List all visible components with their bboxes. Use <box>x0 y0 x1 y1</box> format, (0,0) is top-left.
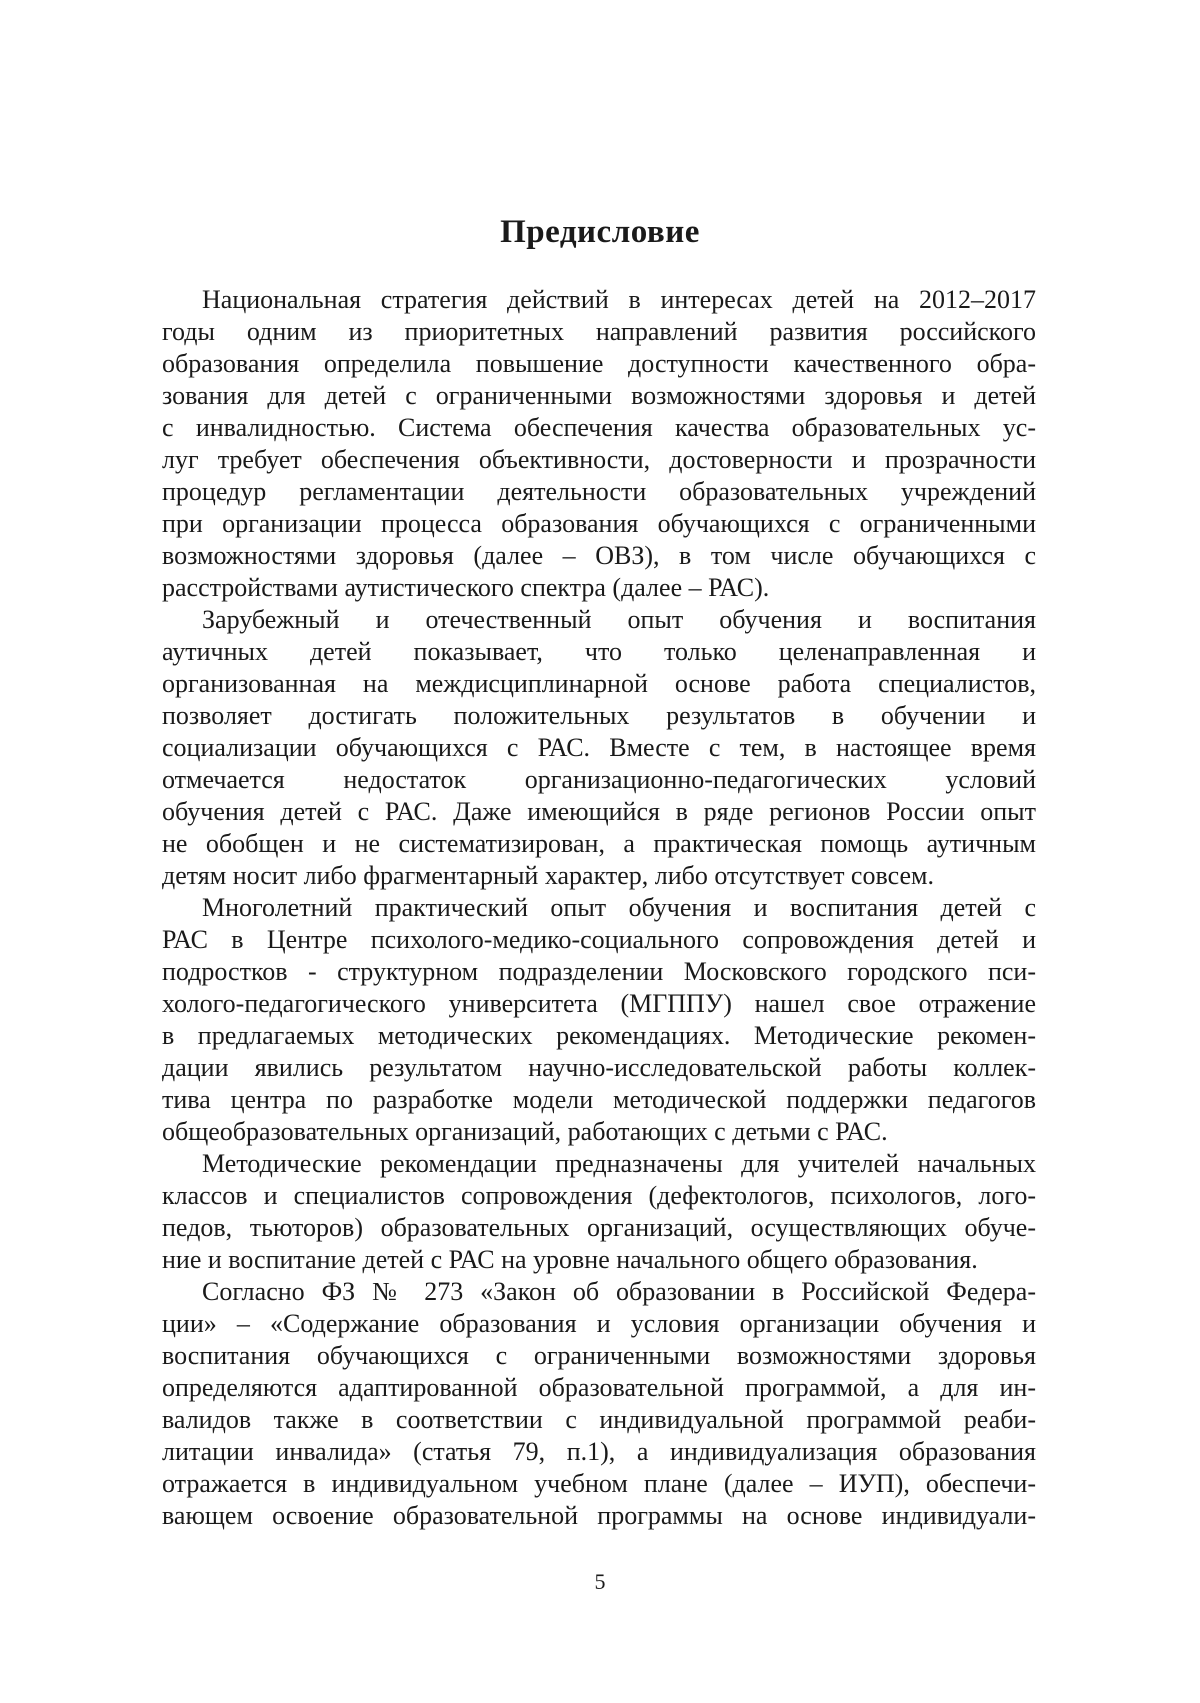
paragraph-2 <box>162 604 1036 892</box>
text-line: Зарубежный и отечественный опыт обучения и воспитания <box>202 605 1036 634</box>
text-line: Методические рекомендации предназначены для учителей начальных <box>202 1149 1036 1178</box>
text-line: валидов также в соответствии с индивидуальной программой реаби- <box>162 1405 1036 1434</box>
text-line: ции» – «Содержание образования и условия организации обучения и <box>162 1309 1036 1338</box>
text-line: с инвалидностью. Система обеспечения качества образовательных ус- <box>162 413 1036 442</box>
text-line: аутичных детей показывает, что только целенаправленная и <box>162 637 1036 666</box>
text-line: не обобщен и не систематизирован, а практическая помощь аутичным <box>162 829 1036 858</box>
text-line: отражается в индивидуальном учебном плане (далее – ИУП), обеспечи- <box>162 1469 1036 1498</box>
paragraph-1 <box>162 284 1036 604</box>
paragraph-5 <box>162 1276 1036 1532</box>
text-line: позволяет достигать положительных результатов в обучении и <box>162 701 1036 730</box>
text-line: РАС в Центре психолого-медико-социального сопровождения детей и <box>162 925 1036 954</box>
text-line: подростков - структурном подразделении Московского городского пси- <box>162 957 1036 986</box>
text-line: воспитания обучающихся с ограниченными возможностями здоровья <box>162 1341 1036 1370</box>
text-line: годы одним из приоритетных направлений развития российского <box>162 317 1036 346</box>
text-line: при организации процесса образования обучающихся с ограниченными <box>162 509 1036 538</box>
page-title: Предисловие <box>500 214 700 250</box>
text-line: отмечается недостаток организационно-педагогических условий <box>162 765 1036 794</box>
body-text <box>162 284 1036 1532</box>
text-line: образования определила повышение доступности качественного обра- <box>162 349 1036 378</box>
text-line: холого-педагогического университета (МГППУ) нашел свое отражение <box>162 989 1036 1018</box>
text-line: классов и специалистов сопровождения (дефектологов, психологов, лого- <box>162 1181 1036 1210</box>
text-line: ние и воспитание детей с РАС на уровне начального общего образования. <box>162 1245 978 1274</box>
text-line: Согласно ФЗ № 273 «Закон об образовании в Российской Федера- <box>202 1277 1036 1306</box>
text-line: в предлагаемых методических рекомендациях. Методические рекомен- <box>162 1021 1036 1050</box>
text-line: организованная на междисциплинарной основе работа специалистов, <box>162 669 1036 698</box>
text-line: определяются адаптированной образовательной программой, а для ин- <box>162 1373 1036 1402</box>
text-line: Многолетний практический опыт обучения и воспитания детей с <box>202 893 1036 922</box>
text-line: вающем освоение образовательной программы на основе индивидуали- <box>162 1501 1036 1530</box>
text-line: дации явились результатом научно-исследовательской работы коллек- <box>162 1053 1036 1082</box>
paragraph-4 <box>162 1148 1036 1276</box>
text-line: общеобразовательных организаций, работающих с детьми с РАС. <box>162 1117 888 1146</box>
text-line: зования для детей с ограниченными возможностями здоровья и детей <box>162 381 1036 410</box>
text-line: педов, тьюторов) образовательных организаций, осуществляющих обуче- <box>162 1213 1036 1242</box>
paragraph-3 <box>162 892 1036 1148</box>
text-line: возможностями здоровья (далее – ОВЗ), в том числе обучающихся с <box>162 541 1036 570</box>
page-number: 5 <box>594 1569 606 1594</box>
text-line: литации инвалида» (статья 79, п.1), а индивидуализация образования <box>162 1437 1036 1466</box>
text-line: тива центра по разработке модели методической поддержки педагогов <box>162 1085 1036 1114</box>
text-line: обучения детей с РАС. Даже имеющийся в ряде регионов России опыт <box>162 797 1036 826</box>
text-line: социализации обучающихся с РАС. Вместе с тем, в настоящее время <box>162 733 1036 762</box>
text-line: расстройствами аутистического спектра (далее – РАС). <box>162 573 770 602</box>
text-line: детям носит либо фрагментарный характер, либо отсутствует совсем. <box>162 861 934 890</box>
text-line: Национальная стратегия действий в интересах детей на 2012–2017 <box>202 285 1036 314</box>
text-line: процедур регламентации деятельности образовательных учреждений <box>162 477 1036 506</box>
text-line: луг требует обеспечения объективности, достоверности и прозрачности <box>162 445 1036 474</box>
